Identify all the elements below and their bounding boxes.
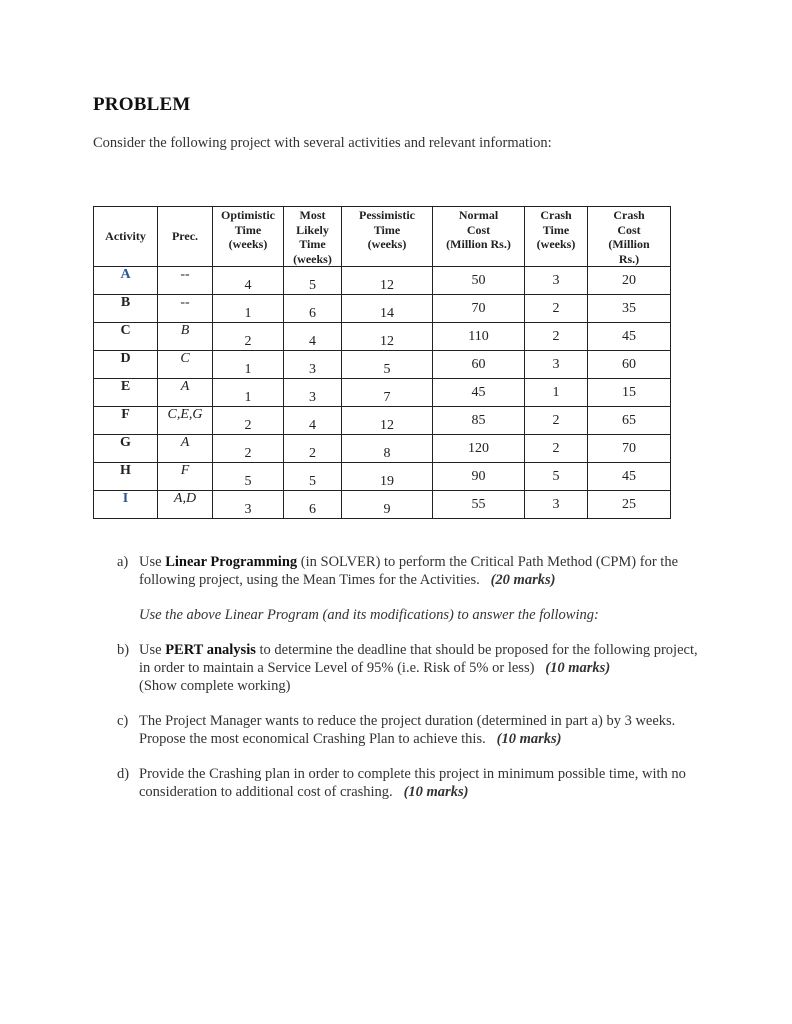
question-b-text [139,641,707,695]
precedence-cell: A,D [158,491,213,519]
optimistic-time-cell: 1 [213,351,284,379]
normal-cost-cell: 110 [433,323,525,351]
intro-text: Consider the following project with several activities and relevant information: [93,135,552,151]
question-a [117,553,707,589]
normal-cost-cell: 85 [433,407,525,435]
activity-cell: G [94,435,158,463]
crash-cost-cell: 20 [588,267,671,295]
question-c-text [139,712,707,748]
pessimistic-time-cell: 7 [342,379,433,407]
question-a-bold: Linear Programming [165,554,298,570]
header-prec: Prec. [158,207,213,267]
table-row [94,295,671,323]
optimistic-time-cell: 3 [213,491,284,519]
activity-cell: E [94,379,158,407]
header-pessimistic-time: Pessimistic Time (weeks) [342,207,433,267]
activity-cell: C [94,323,158,351]
header-crash-cost: Crash Cost (Million Rs.) [588,207,671,267]
question-d-label: d) [117,766,130,782]
precedence-cell: C [158,351,213,379]
question-b-bold: PERT analysis [165,642,256,658]
question-c [117,712,707,748]
optimistic-time-cell: 4 [213,267,284,295]
question-d-text [139,765,707,801]
header-most-likely-time: Most Likely Time (weeks) [284,207,342,267]
precedence-cell: -- [158,267,213,295]
pessimistic-time-cell: 8 [342,435,433,463]
question-b-marks: (10 marks) [545,660,611,676]
precedence-cell: A [158,435,213,463]
header-activity: Activity [94,207,158,267]
table-row [94,379,671,407]
crash-cost-cell: 45 [588,323,671,351]
pessimistic-time-cell: 19 [342,463,433,491]
normal-cost-cell: 55 [433,491,525,519]
pessimistic-time-cell: 12 [342,323,433,351]
question-c-body: The Project Manager wants to reduce the project duration (determined in part a) by 3 weeks. Propose the most economical Crashing Plan to achieve this. [139,713,676,747]
precedence-cell: B [158,323,213,351]
normal-cost-cell: 90 [433,463,525,491]
most-likely-time-cell: 5 [284,463,342,491]
table-row [94,323,671,351]
normal-cost-cell: 60 [433,351,525,379]
activity-cell: F [94,407,158,435]
normal-cost-cell: 70 [433,295,525,323]
activity-cell: B [94,295,158,323]
crash-cost-cell: 45 [588,463,671,491]
crash-time-cell: 1 [525,379,588,407]
most-likely-time-cell: 6 [284,295,342,323]
crash-cost-cell: 65 [588,407,671,435]
activity-cell: H [94,463,158,491]
pessimistic-time-cell: 12 [342,407,433,435]
header-optimistic-time: Optimistic Time (weeks) [213,207,284,267]
crash-cost-cell: 70 [588,435,671,463]
activity-table [93,206,671,519]
crash-time-cell: 5 [525,463,588,491]
crash-time-cell: 3 [525,267,588,295]
most-likely-time-cell: 2 [284,435,342,463]
question-a-pre: Use [139,554,166,570]
most-likely-time-cell: 4 [284,407,342,435]
question-c-marks: (10 marks) [496,731,562,747]
pessimistic-time-cell: 12 [342,267,433,295]
optimistic-time-cell: 2 [213,407,284,435]
page-title: PROBLEM [93,94,191,115]
precedence-cell: C,E,G [158,407,213,435]
table-header-row [94,207,671,267]
crash-time-cell: 3 [525,491,588,519]
question-a-marks: (20 marks) [490,572,556,588]
table-row [94,463,671,491]
crash-cost-cell: 60 [588,351,671,379]
optimistic-time-cell: 1 [213,295,284,323]
question-b [117,641,707,695]
activity-cell: I [94,491,158,519]
crash-time-cell: 2 [525,435,588,463]
question-a-post: (in SOLVER) to perform the Critical Path Method (CPM) for the following project, using the Mean Times for the Activities. [139,554,679,588]
activity-cell: A [94,267,158,295]
activity-cell: D [94,351,158,379]
precedence-cell: F [158,463,213,491]
normal-cost-cell: 50 [433,267,525,295]
optimistic-time-cell: 2 [213,323,284,351]
header-normal-cost: Normal Cost (Million Rs.) [433,207,525,267]
crash-cost-cell: 25 [588,491,671,519]
table-row [94,267,671,295]
question-list [117,553,707,818]
question-d-marks: (10 marks) [403,784,469,800]
table-body [94,267,671,519]
pessimistic-time-cell: 5 [342,351,433,379]
crash-time-cell: 2 [525,295,588,323]
table-row [94,407,671,435]
table-row [94,351,671,379]
question-b-pre: Use [139,642,166,658]
most-likely-time-cell: 3 [284,351,342,379]
table-row [94,435,671,463]
most-likely-time-cell: 4 [284,323,342,351]
question-d-body: Provide the Crashing plan in order to complete this project in minimum possible time, with no consideration to additional cost of crashing. [139,766,686,800]
most-likely-time-cell: 3 [284,379,342,407]
question-c-label: c) [117,713,129,729]
optimistic-time-cell: 1 [213,379,284,407]
crash-time-cell: 2 [525,407,588,435]
normal-cost-cell: 120 [433,435,525,463]
table-row [94,491,671,519]
optimistic-time-cell: 2 [213,435,284,463]
question-b-extra: (Show complete working) [139,678,291,694]
pessimistic-time-cell: 14 [342,295,433,323]
header-crash-time: Crash Time (weeks) [525,207,588,267]
crash-cost-cell: 35 [588,295,671,323]
question-d [117,765,707,801]
precedence-cell: -- [158,295,213,323]
normal-cost-cell: 45 [433,379,525,407]
question-b-label: b) [117,642,130,658]
crash-cost-cell: 15 [588,379,671,407]
precedence-cell: A [158,379,213,407]
crash-time-cell: 2 [525,323,588,351]
most-likely-time-cell: 5 [284,267,342,295]
crash-time-cell: 3 [525,351,588,379]
question-b-post: to determine the deadline that should be proposed for the following project, in order to maintain a Service Level of 95% (i.e. Risk of 5% or less) [139,642,698,676]
most-likely-time-cell: 6 [284,491,342,519]
question-a-label: a) [117,554,129,570]
optimistic-time-cell: 5 [213,463,284,491]
instruction-note: Use the above Linear Program (and its modifications) to answer the following: [139,607,599,623]
pessimistic-time-cell: 9 [342,491,433,519]
question-a-text [139,553,707,589]
